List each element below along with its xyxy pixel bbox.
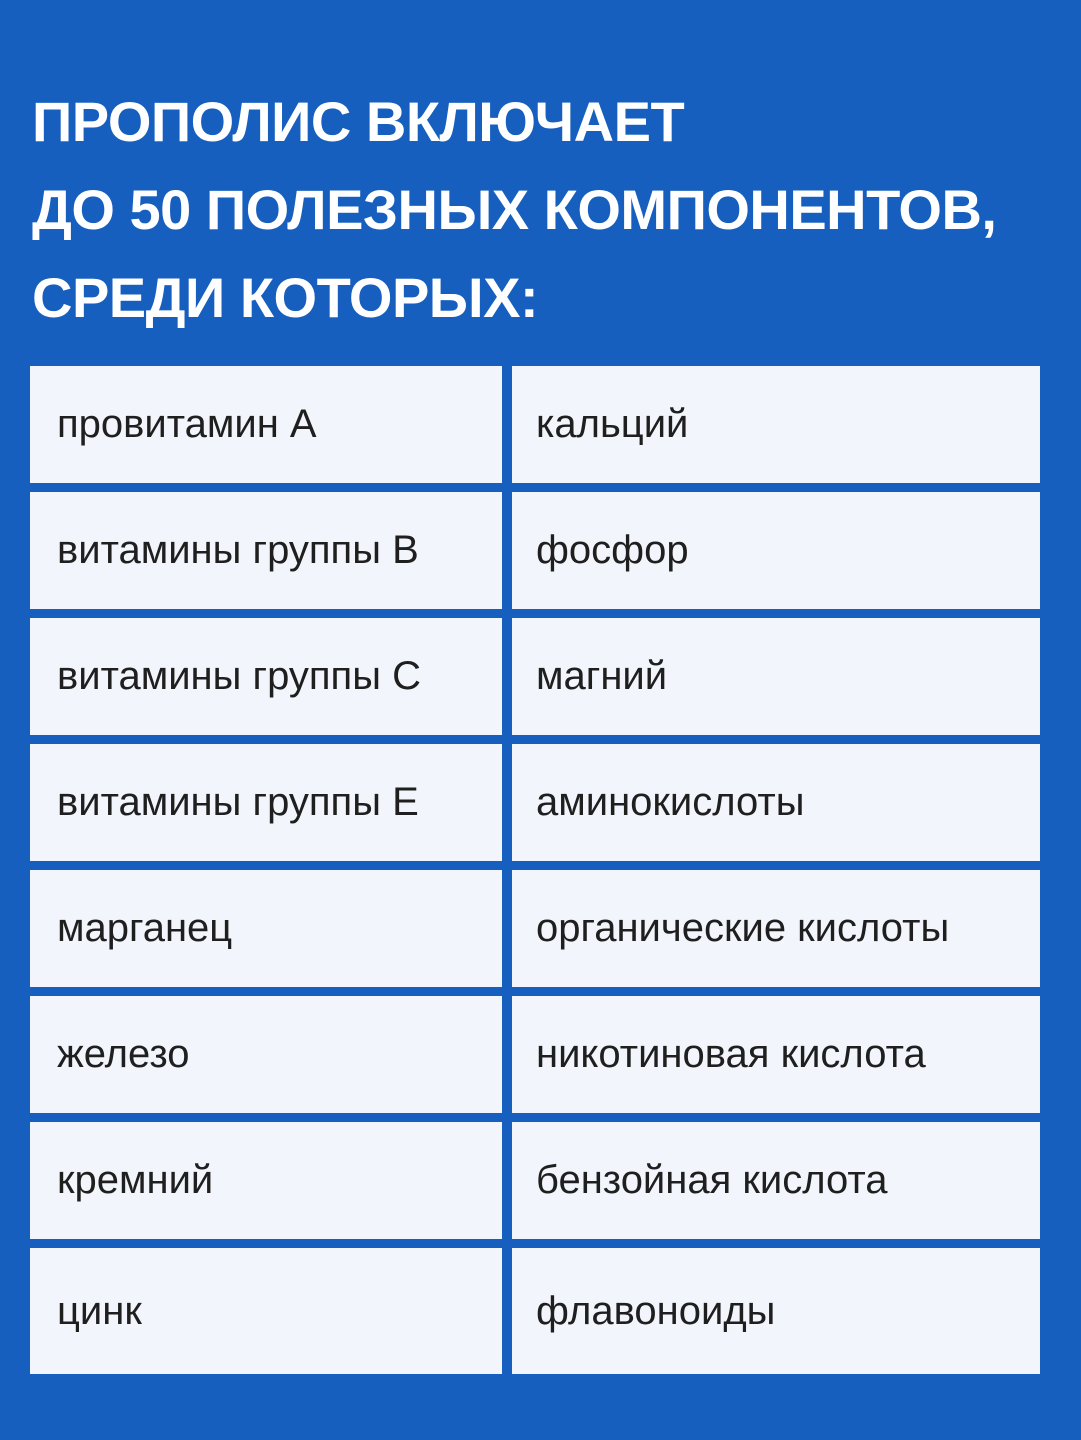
component-cell-vitamins-e: витамины группы Е [30,744,502,861]
component-cell-magnesium: магний [512,618,1040,735]
component-cell-zinc: цинк [30,1248,502,1374]
component-cell-flavonoids: флавоноиды [512,1248,1040,1374]
component-cell-benzoic-acid: бензойная кислота [512,1122,1040,1239]
component-cell-amino-acids: аминокислоты [512,744,1040,861]
component-cell-phosphorus: фосфор [512,492,1040,609]
title-line-2: ДО 50 ПОЛЕЗНЫХ КОМПОНЕНТОВ, [32,178,997,241]
component-cell-nicotinic-acid: никотиновая кислота [512,996,1040,1113]
component-cell-vitamins-c: витамины группы С [30,618,502,735]
component-cell-silicon: кремний [30,1122,502,1239]
title-line-3: СРЕДИ КОТОРЫХ: [32,266,539,329]
components-table [30,366,1040,1374]
component-cell-calcium: кальций [512,366,1040,483]
component-cell-iron: железо [30,996,502,1113]
component-cell-vitamins-b: витамины группы В [30,492,502,609]
page-title [32,78,1052,342]
component-cell-organic-acids: органические кислоты [512,870,1040,987]
component-cell-provitamin-a: провитамин А [30,366,502,483]
component-cell-manganese: марганец [30,870,502,987]
title-line-1: ПРОПОЛИС ВКЛЮЧАЕТ [32,90,685,153]
